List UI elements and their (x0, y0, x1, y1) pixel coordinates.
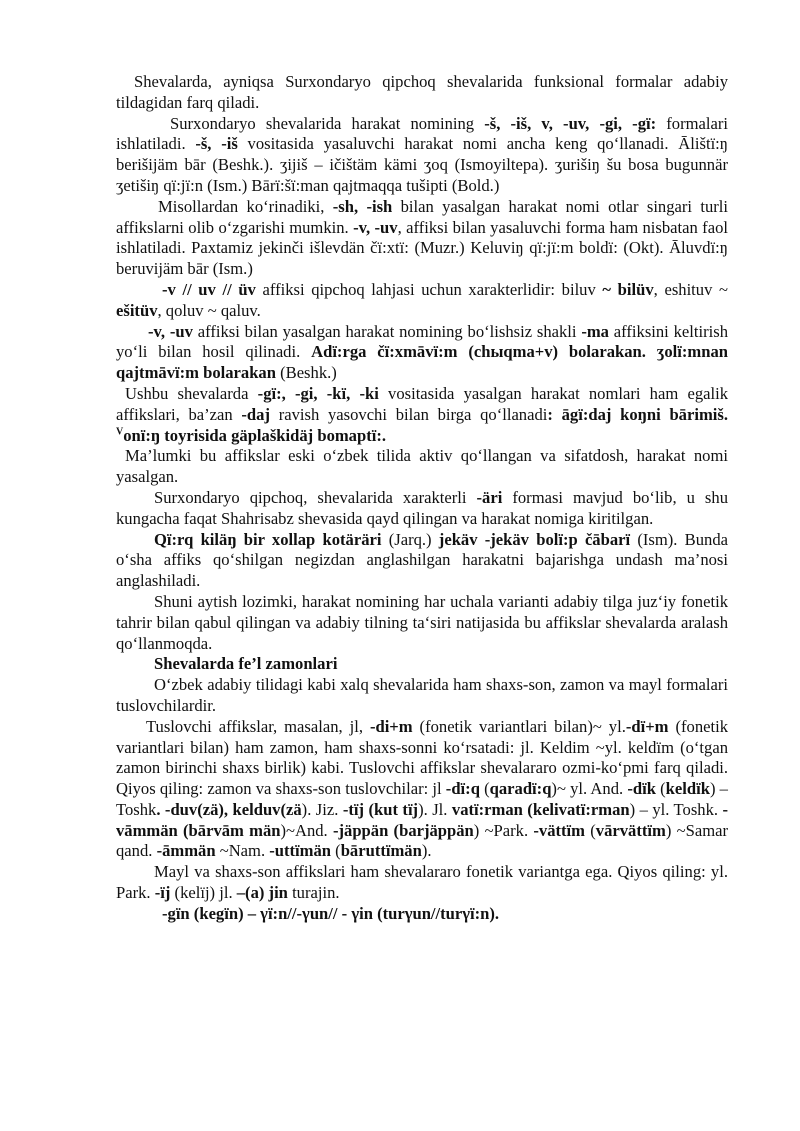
p13-text: Mayl va shaxs-son affikslari ham shevalararo fonetik variantga ega. Qiyos qiling: yl. Park. (116, 862, 728, 903)
paragraph-1 (116, 72, 728, 114)
p12-text: ~Nam. (215, 841, 270, 861)
paragraph-2 (116, 114, 728, 197)
p14-bold-example: -gïn (kegïn) – γï:n//-γun// - γin (turγun//turγï:n). (162, 903, 500, 923)
p2-bold-suffixes: -š, -iš, v, -uv, -gi, -gï: (484, 113, 657, 133)
p2-text: formalari ishlatiladi. (116, 113, 729, 154)
p4-text: , eshituv ~ (653, 279, 728, 299)
p5-bold-suffix: -ma (581, 321, 609, 341)
section-heading: Shevalarda fe’l zamonlari (154, 654, 338, 674)
paragraph-3 (116, 197, 728, 280)
p6-bold-suffix: -daj (241, 404, 270, 424)
p7-text: Ma’lumki bu affikslar eski o‘zbek tilida aktiv qo‘llangan va sifatdosh, harakat nomi yasalgan. (116, 446, 728, 487)
p4-bold-example: ešitüv (116, 300, 158, 320)
p12-text: ) – Toshk (116, 779, 728, 819)
p9-text: (Jarq.) (381, 529, 439, 549)
p12-text: )~And. (280, 820, 333, 840)
p8-text: Surxondaryo qipchoq, shevalarida xarakterli (154, 487, 477, 507)
p6-bold-example: : āgï:daj koŋni bārimiš. (547, 404, 728, 424)
p12-bold: -jäppän (barjäppän (332, 820, 474, 840)
p9-text: (Ism). Bunda o‘sha affiks qo‘shilgan negizdan anglashilgan harakatni bajarishga undash ma’nosi anglashiladi. (116, 529, 729, 591)
p12-bold: -di+m (369, 716, 413, 736)
p12-bold: keldïk (665, 779, 710, 799)
paragraph-4 (116, 280, 728, 322)
p12-text: (fonetik variantlari bilan)~ yl. (412, 716, 626, 736)
p12-text: ) ~Park. (473, 820, 534, 840)
p6-text: vositasida yasalgan harakat nomlari ham egalik affikslari, ba’zan (116, 383, 728, 424)
p12-bold: -vättïm (533, 820, 585, 840)
p3-text: bilan yasalgan harakat nomi otlar singari turli affikslarni olib o‘zgarishi mumkin. (116, 196, 729, 237)
p3-bold-suffixes: -v, -uv (353, 217, 398, 237)
p10-text: Shuni aytish lozimki, harakat nomining har uchala varianti adabiy tilga juz‘iy fonetik tahrir bilan qabul qilingan va adabiy tilning ta‘siri natijasida bu affikslar shevalarda aralash qo‘llanmoqda. (116, 591, 728, 653)
paragraph-14 (116, 904, 728, 925)
p2-text: vositasida yasaluvchi harakat nomi ancha keng qo‘llanadi. Ālištï:ŋ berišijäm bār (Beshk.). ʒijiš – ičištäm kämi ʒoq (Ismoyiltepa). ʒurišiŋ šu bosa bugunnär ʒetišiŋ qï:jï:n (Ism.) Bārï:šï:man qajtmaqqa tušipti (Bold.) (116, 134, 728, 195)
paragraph-8 (116, 488, 728, 530)
p12-bold: qaradï:q (489, 779, 552, 799)
p12-text: ). Jl. (418, 799, 452, 819)
p12-bold: . -duv(zä), kelduv(zä (156, 799, 302, 819)
p6-bold-suffixes: -gï:, -gi, -kï, -ki (257, 383, 379, 403)
p12-text: ) – yl. Toshk. (629, 799, 723, 819)
p12-bold: -dïk (627, 779, 656, 799)
p8-text: formasi mavjud bo‘lib, u shu kungacha faqat Shahrisabz shevasida qayd qilingan va harakat nomiga kiritilgan. (116, 487, 728, 528)
p12-bold: -dï+m (625, 716, 669, 736)
p9-bold-example: jekäv -jekäv bolï:p čābarï (438, 529, 631, 549)
p12-text: ( (655, 779, 666, 799)
p13-text: (kelïj) jl. (170, 883, 237, 903)
paragraph-5 (116, 322, 728, 384)
p12-bold: -uttïmän (269, 841, 332, 861)
paragraph-9 (116, 530, 728, 592)
p12-bold: -tïj (kut tïj (342, 799, 419, 819)
p13-text: turajin. (287, 883, 340, 903)
p5-text: affiksini keltirish yo‘li bilan hosil qilinadi. (116, 321, 728, 362)
p12-bold: bāruttïmän (340, 841, 422, 861)
p4-bold-suffixes: -v // uv // üv (162, 279, 256, 299)
p8-bold-suffix: -äri (476, 487, 503, 507)
p11-text: O‘zbek adabiy tilidagi kabi xalq shevalarida ham shaxs-son, zamon va mayl formalari tuslovchilardir. (116, 675, 728, 715)
p2-bold-suffixes: -š, -iš (195, 134, 238, 154)
p12-text: ( (331, 841, 341, 861)
p12-text: ). (421, 841, 432, 861)
p3-text: , affiksi bilan yasaluvchi forma ham nisbatan faol ishlatiladi. Paxtamiz jekinči išlevdän čï:xtï: (Muzr.) Keluviŋ qï:jï:m boldï: (Okt). Āluvdï:ŋ beruvijäm bār (Ism.) (116, 217, 728, 279)
document-page (116, 72, 728, 925)
p3-text: Misollardan ko‘rinadiki, (158, 196, 333, 216)
p12-text: ). Jiz. (301, 799, 343, 819)
p4-text: , qoluv ~ qaluv. (157, 300, 261, 320)
p4-text: affiksi qipchoq lahjasi uchun xarakterlidir: biluv (255, 279, 603, 299)
paragraph-13 (116, 862, 728, 904)
paragraph-7 (116, 446, 728, 488)
p9-bold-example: Qï:rq kiläŋ bir xollap kotäräri (154, 529, 382, 549)
p5-text: (Beshk.) (275, 363, 337, 383)
p1-text: Shevalarda, ayniqsa Surxondaryo qipchoq shevalarida funksional formalar adabiy tildagidan farq qiladi. (116, 72, 728, 112)
p12-text: Tuslovchi affikslar, masalan, jl, (146, 716, 370, 736)
paragraph-12 (116, 717, 728, 863)
p5-text: affiksi bilan yasalgan harakat nomining bo‘lishsiz shakli (192, 321, 582, 341)
p12-text: ) ~Samar qand. (116, 820, 728, 861)
p5-bold-example: Adï:rga čï:xmāvï:m (chыqma+v) bolarakan. ʒolï:mnan qajtmāvï:m bolarakan (116, 342, 728, 383)
p3-bold-suffixes: -sh, -ish (332, 196, 393, 216)
p4-bold-example: ~ bilüv (602, 279, 654, 299)
p12-bold: -vāmmän (bārvām män (116, 799, 729, 840)
paragraph-10 (116, 592, 728, 654)
p13-bold: -ïj (154, 883, 171, 903)
p12-bold: vārvättïm (595, 820, 666, 840)
p6-bold-example-rest: onï:ŋ toyrisida gäplaškidäj bomaptï:. (123, 425, 387, 445)
p12-bold: vatï:rman (kelivatï:rman (451, 799, 630, 819)
p12-text: ( (479, 779, 490, 799)
p5-bold-suffixes: -v, -uv (148, 321, 193, 341)
p6-text: Ushbu shevalarda (125, 383, 258, 403)
paragraph-6 (116, 384, 728, 446)
p12-text: ( (585, 820, 596, 840)
p6-superscript: V (116, 426, 124, 438)
p6-text: ravish yasovchi bilan birga qo‘llanadi (269, 404, 548, 424)
p12-bold: -āmmän (156, 841, 216, 861)
p6-bold-example (116, 426, 386, 445)
p13-bold: –(a) jin (236, 883, 288, 903)
p2-text: Surxondaryo shevalarida harakat nomining (170, 113, 485, 133)
paragraph-11 (116, 675, 728, 717)
p12-text: )~ yl. And. (551, 779, 628, 799)
p12-text: (fonetik variantlari bilan) ham zamon, ham shaxs-sonni ko‘rsatadi: jl. Keldim ~yl. keldïm (o‘tgan zamon birinchi shaxs birlik) kabi. Tuslovchi affikslar shevalararo ozmi-ko‘pmi farq qiladi. Qiyos qiling: zamon va shaxs-son tuslovchilar: jl (116, 716, 728, 799)
p12-bold: -dï:q (445, 779, 480, 799)
